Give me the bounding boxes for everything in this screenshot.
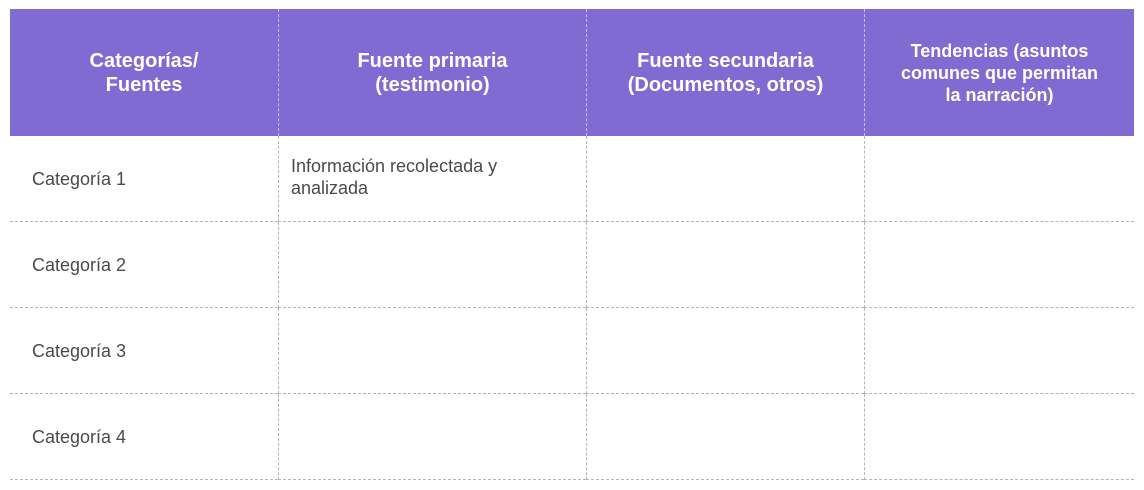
- row-1-trends: [864, 136, 1134, 222]
- row-2-trends: [864, 222, 1134, 308]
- row-1-category: Categoría 1: [10, 136, 278, 222]
- row-4-category: Categoría 4: [10, 394, 278, 480]
- row-3-secondary-source: [586, 308, 864, 394]
- row-3-category: Categoría 3: [10, 308, 278, 394]
- row-1-primary-source: Información recolectada y analizada: [278, 136, 586, 222]
- header-primary-source: Fuente primaria (testimonio): [278, 9, 586, 136]
- row-4-trends: [864, 394, 1134, 480]
- row-2-primary-source: [278, 222, 586, 308]
- header-secondary-source: Fuente secundaria (Documentos, otros): [586, 9, 864, 136]
- row-3-primary-source: [278, 308, 586, 394]
- header-categories-sources: Categorías/ Fuentes: [10, 9, 278, 136]
- row-1-secondary-source: [586, 136, 864, 222]
- row-4-primary-source: [278, 394, 586, 480]
- category-source-table: [10, 9, 1134, 480]
- row-4-secondary-source: [586, 394, 864, 480]
- row-3-trends: [864, 308, 1134, 394]
- row-2-category: Categoría 2: [10, 222, 278, 308]
- header-trends: Tendencias (asuntos comunes que permitan la narración): [864, 9, 1134, 136]
- row-2-secondary-source: [586, 222, 864, 308]
